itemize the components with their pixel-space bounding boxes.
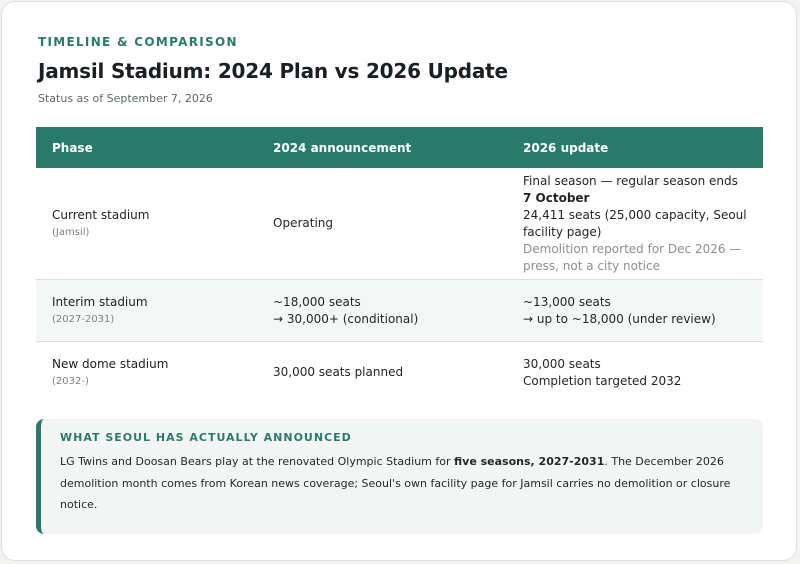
comparison-table (36, 127, 763, 403)
column-header-phase: Phase (36, 127, 257, 168)
update-2026-cell (507, 342, 763, 404)
update-2026-line: 30,000 seats (523, 356, 601, 371)
announcement-2024-line: → 30,000+ (conditional) (273, 311, 419, 326)
announcement-2024-line: Operating (273, 216, 333, 230)
callout-text: . The December 2026 demolition month comes from Korean news coverage; Seoul's own facility page for Jamsil carries no demolition or closure notice. (60, 455, 731, 511)
final-season-date: 7 October (523, 190, 590, 205)
phase-name: Current stadium (52, 207, 150, 222)
callout-text: LG Twins and Doosan Bears play at the renovated Olympic Stadium for (60, 455, 455, 468)
callout-heading: WHAT SEOUL HAS ACTUALLY ANNOUNCED (60, 431, 352, 444)
table-row (36, 280, 763, 342)
announcement-2024-line: 30,000 seats planned (273, 365, 404, 379)
table-row (36, 168, 763, 280)
announcement-2024-cell (257, 168, 507, 280)
update-2026-cell (507, 280, 763, 342)
update-2026-cell (507, 168, 763, 280)
table-row (36, 342, 763, 404)
announcement-2024-cell (257, 342, 507, 404)
status-date: Status as of September 7, 2026 (38, 92, 213, 105)
phase-cell (36, 168, 257, 280)
table-header-row (36, 127, 763, 168)
callout-body (60, 451, 743, 516)
demolition-note: Demolition reported for Dec 2026 — press, not a city notice (523, 241, 742, 273)
seats-line: 24,411 seats (25,000 capacity, Seoul facility page) (523, 207, 747, 239)
update-2026-line: → up to ~18,000 (under review) (523, 311, 716, 326)
final-season-line (523, 173, 747, 207)
phase-subtitle: (Jamsil) (52, 226, 90, 238)
column-header-2024: 2024 announcement (257, 127, 507, 168)
phase-cell (36, 342, 257, 404)
announcement-2024-line: ~18,000 seats (273, 294, 361, 309)
final-season-text: Final season — regular season ends (523, 173, 738, 188)
announcement-callout (36, 419, 763, 534)
phase-subtitle: (2032-) (52, 375, 89, 387)
announcement-2024-cell (257, 280, 507, 342)
section-eyebrow: TIMELINE & COMPARISON (38, 35, 238, 49)
page-title: Jamsil Stadium: 2024 Plan vs 2026 Update (38, 59, 508, 83)
update-2026-line: Completion targeted 2032 (523, 373, 682, 388)
phase-name: New dome stadium (52, 356, 169, 371)
phase-cell (36, 280, 257, 342)
phase-name: Interim stadium (52, 294, 148, 309)
update-2026-line: ~13,000 seats (523, 294, 611, 309)
phase-subtitle: (2027-2031) (52, 313, 115, 325)
callout-highlight: five seasons, 2027-2031 (454, 455, 605, 468)
column-header-2026: 2026 update (507, 127, 763, 168)
